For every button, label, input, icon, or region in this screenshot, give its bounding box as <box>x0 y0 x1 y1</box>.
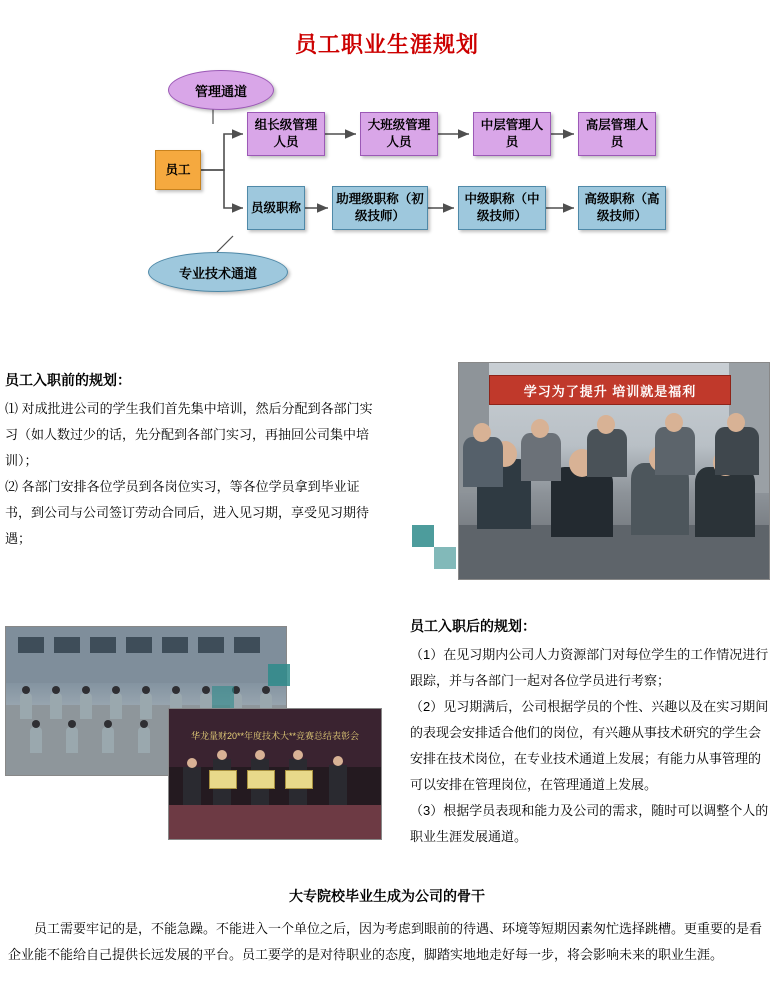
career-path-diagram <box>0 60 774 320</box>
bottom-heading: 大专院校毕业生成为公司的骨干 <box>289 888 485 904</box>
node-management-2: 大班级管理人员 <box>360 112 438 156</box>
pre-employment-heading: 员工入职前的规划： <box>5 372 131 388</box>
training-room-photo <box>458 362 770 580</box>
award-ceremony-photo <box>168 708 382 840</box>
node-technical-4: 高级职称（高级技师） <box>578 186 666 230</box>
pre-employment-paragraph-1: ⑴ 对成批进公司的学生我们首先集中培训，然后分配到各部门实习（如人数过少的话，先分配到各部门实习，再抽回公司集中培训）； <box>5 401 373 468</box>
post-employment-paragraph-3: （3）根据学员表现和能力及公司的需求，随时可以调整个人的职业生涯发展通道。 <box>410 803 769 844</box>
node-management-4: 高层管理人员 <box>578 112 656 156</box>
post-employment-paragraph-2: （2）见习期满后，公司根据学员的个性、兴趣以及在实习期间的表现会安排适合他们的岗位，有兴趣从事技术研究的学生会安排在技术岗位，在专业技术通道上发展；有能力从事管理的可以安排在管理岗位，在管理通道上发展。 <box>410 699 769 792</box>
post-employment-heading: 员工入职后的规划： <box>410 618 536 634</box>
node-employee: 员工 <box>155 150 201 190</box>
page-title: 员工职业生涯规划 <box>294 32 479 57</box>
node-management-3: 中层管理人员 <box>473 112 551 156</box>
decoration-square-1 <box>412 525 434 547</box>
node-technical-3: 中级职称（中级技师） <box>458 186 546 230</box>
management-channel-label: 管理通道 <box>168 70 274 110</box>
training-banner-text: 学习为了提升 培训就是福利 <box>489 375 731 405</box>
post-employment-section <box>410 616 770 850</box>
pre-employment-section <box>5 370 375 552</box>
technical-channel-label: 专业技术通道 <box>148 252 288 292</box>
decoration-square-3 <box>268 664 290 686</box>
node-technical-1: 员级职称 <box>247 186 305 230</box>
node-management-1: 组长级管理人员 <box>247 112 325 156</box>
decoration-square-4 <box>212 686 234 708</box>
bottom-section <box>0 886 774 968</box>
bottom-paragraph: 员工需要牢记的是，不能急躁。不能进入一个单位之后，因为考虑到眼前的待遇、环境等短期因素匆忙选择跳槽。更重要的是看企业能不能给自己提供长远发展的平台。员工要学的是对待职业的态度，脚踏实地地走好每一步，将会影响未来的职业生涯。 <box>8 921 763 962</box>
node-technical-2: 助理级职称（初级技师） <box>332 186 428 230</box>
post-employment-paragraph-1: （1）在见习期内公司人力资源部门对每位学生的工作情况进行跟踪，并与各部门一起对各位学员进行考察； <box>410 647 769 688</box>
award-banner-text: 华龙量财20**年度技术大**竞赛总结表彰会 <box>190 730 360 741</box>
pre-employment-paragraph-2: ⑵ 各部门安排各位学员到各岗位实习，等各位学员拿到毕业证书，到公司与公司签订劳动合同后，进入见习期，享受见习期待遇； <box>5 479 370 546</box>
decoration-square-2 <box>434 547 456 569</box>
